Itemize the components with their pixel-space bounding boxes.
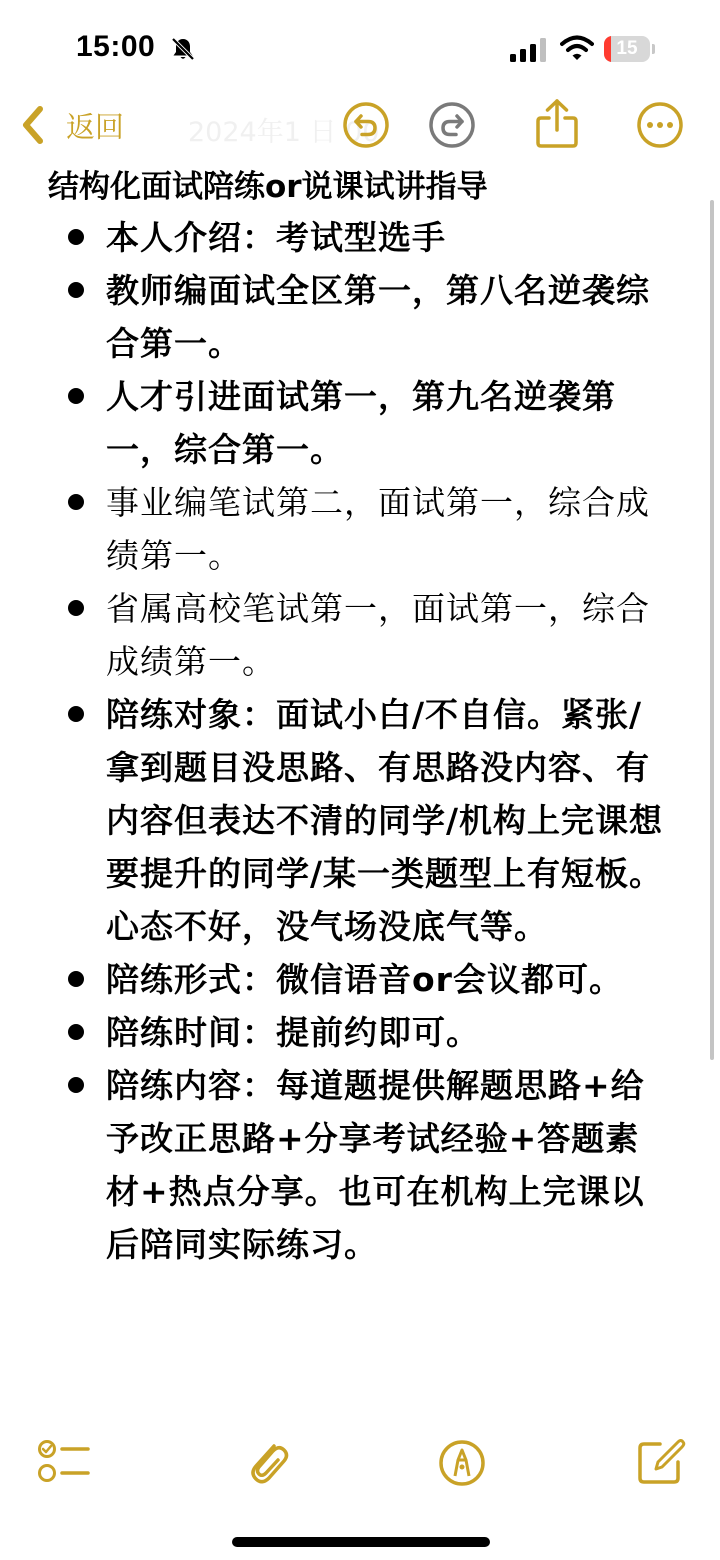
note-title: 结构化面试陪练or说课试讲指导 xyxy=(48,169,488,205)
battery-tip xyxy=(652,44,655,54)
note-bullet-item xyxy=(48,1006,668,1059)
battery-body xyxy=(604,36,650,62)
bullet-dot-icon xyxy=(68,1077,84,1093)
checklist-icon[interactable] xyxy=(36,1436,92,1486)
note-bullet-text: 事业编笔试第二，面试第一，综合成绩第一。 xyxy=(106,483,650,575)
cellular-signal-icon xyxy=(510,38,548,62)
status-time: 15:00 xyxy=(76,30,156,63)
share-icon[interactable] xyxy=(534,98,580,150)
chevron-left-icon xyxy=(18,105,48,145)
note-body[interactable] xyxy=(48,165,668,1271)
note-date-header: 2024年1 日 00 xyxy=(188,117,380,148)
note-bullet-text: 陪练时间：提前约即可。 xyxy=(106,1013,480,1052)
status-bar xyxy=(0,0,720,100)
note-bullet-item xyxy=(48,211,668,264)
note-bullet-text: 本人介绍：考试型选手 xyxy=(106,218,446,257)
battery-level: 15 xyxy=(616,38,638,59)
note-bullet-text: 教师编面试全区第一，第八名逆袭综合第一。 xyxy=(106,271,650,363)
bullet-dot-icon xyxy=(68,388,84,404)
bullet-dot-icon xyxy=(68,600,84,616)
note-bullet-item xyxy=(48,1059,668,1271)
bullet-dot-icon xyxy=(68,282,84,298)
bullet-dot-icon xyxy=(68,494,84,510)
undo-icon[interactable] xyxy=(342,98,390,150)
note-bullet-list xyxy=(48,211,668,1271)
compose-icon[interactable] xyxy=(636,1436,686,1488)
note-bullet-text: 省属高校笔试第一，面试第一，综合成绩第一。 xyxy=(106,589,650,681)
home-indicator[interactable] xyxy=(232,1537,490,1547)
bullet-dot-icon xyxy=(68,229,84,245)
bullet-dot-icon xyxy=(68,1024,84,1040)
nav-bar xyxy=(0,98,720,154)
scroll-indicator[interactable] xyxy=(710,200,714,1060)
note-bullet-item xyxy=(48,953,668,1006)
redo-icon[interactable] xyxy=(428,98,476,150)
bell-slash-icon xyxy=(170,36,196,62)
note-bullet-text: 陪练内容：每道题提供解题思路+给予改正思路+分享考试经验+答题素材+热点分享。也可在机构上完课以后陪同实际练习。 xyxy=(106,1066,645,1264)
bullet-dot-icon xyxy=(68,706,84,722)
note-bullet-item xyxy=(48,476,668,582)
note-bullet-text: 陪练对象：面试小白/不自信。紧张/拿到题目没思路、有思路没内容、有内容但表达不清的同学/机构上完课想要提升的同学/某一类题型上有短板。心态不好，没气场没底气等。 xyxy=(106,695,664,946)
paperclip-icon[interactable] xyxy=(244,1436,290,1488)
wifi-icon xyxy=(560,34,594,62)
more-icon[interactable] xyxy=(636,98,684,150)
note-bullet-item xyxy=(48,264,668,370)
note-bullet-text: 陪练形式：微信语音or会议都可。 xyxy=(106,960,623,999)
bullet-dot-icon xyxy=(68,971,84,987)
battery-indicator xyxy=(604,36,654,62)
bottom-toolbar xyxy=(0,1430,720,1500)
markup-pen-icon[interactable] xyxy=(437,1436,487,1488)
note-bullet-item xyxy=(48,688,668,953)
note-bullet-item xyxy=(48,370,668,476)
note-bullet-text: 人才引进面试第一，第九名逆袭第一，综合第一。 xyxy=(106,377,616,469)
back-label: 返回 xyxy=(66,109,125,144)
back-button[interactable] xyxy=(18,100,124,150)
note-bullet-item xyxy=(48,582,668,688)
